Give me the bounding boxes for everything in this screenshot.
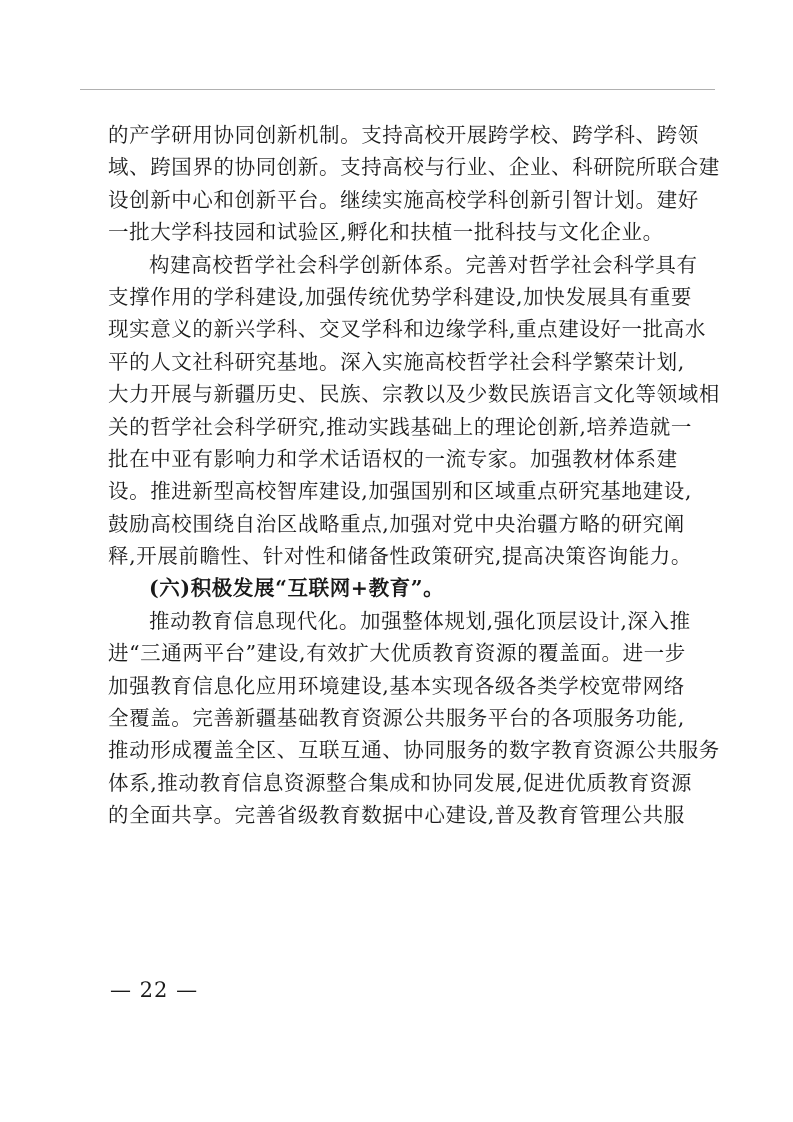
text-line: 关的哲学社会科学研究,推动实践基础上的理论创新,培养造就一 bbox=[108, 414, 692, 439]
text-line: 大力开展与新疆历史、民族、宗教以及少数民族语言文化等领域相 bbox=[108, 382, 720, 407]
paragraph bbox=[108, 249, 720, 573]
text-line: 的全面共享。完善省级教育数据中心建设,普及教育管理公共服 bbox=[108, 803, 685, 828]
text-line: 构建高校哲学社会科学创新体系。完善对哲学社会科学具有 bbox=[149, 252, 698, 277]
text-line: 平的人文社科研究基地。深入实施高校哲学社会科学繁荣计划, bbox=[108, 349, 685, 374]
text-line: 全覆盖。完善新疆基础教育资源公共服务平台的各项服务功能, bbox=[108, 706, 685, 731]
text-line: 推动教育信息现代化。加强整体规划,强化顶层设计,深入推 bbox=[149, 608, 691, 633]
text-line: 设。推进新型高校智库建设,加强国别和区域重点研究基地建设, bbox=[108, 479, 692, 504]
text-line: (六)积极发展“互联网+教育”。 bbox=[149, 576, 445, 601]
document-body bbox=[108, 119, 720, 832]
text-line: 加强教育信息化应用环境建设,基本实现各级各类学校宽带网络 bbox=[108, 673, 685, 698]
text-line: 设创新中心和创新平台。继续实施高校学科创新引智计划。建好 bbox=[108, 187, 699, 212]
header-rule bbox=[80, 89, 715, 90]
text-line: 推动形成覆盖全区、互联互通、协同服务的数字教育资源公共服务 bbox=[108, 738, 720, 763]
text-line: 一批大学科技园和试验区,孵化和扶植一批科技与文化企业。 bbox=[108, 220, 664, 245]
text-line: 释,开展前瞻性、针对性和储备性政策研究,提高决策咨询能力。 bbox=[108, 544, 692, 569]
paragraph bbox=[108, 119, 720, 249]
text-line: 批在中亚有影响力和学术话语权的一流专家。加强教材体系建 bbox=[108, 446, 678, 471]
section-heading bbox=[108, 572, 688, 604]
text-line: 域、跨国界的协同创新。支持高校与行业、企业、科研院所联合建 bbox=[108, 155, 720, 180]
text-line: 支撑作用的学科建设,加强传统优势学科建设,加快发展具有重要 bbox=[108, 284, 692, 309]
text-line: 现实意义的新兴学科、交叉学科和边缘学科,重点建设好一批高水 bbox=[108, 317, 706, 342]
page-number: — 22 — bbox=[110, 978, 199, 1002]
text-line: 鼓励高校围绕自治区战略重点,加强对党中央治疆方略的研究阐 bbox=[108, 511, 685, 536]
text-line: 体系,推动教育信息资源整合集成和协同发展,促进优质教育资源 bbox=[108, 770, 692, 795]
text-line: 的产学研用协同创新机制。支持高校开展跨学校、跨学科、跨领 bbox=[108, 123, 699, 147]
text-line: 进“三通两平台”建设,有效扩大优质教育资源的覆盖面。进一步 bbox=[108, 641, 686, 666]
paragraph bbox=[108, 605, 720, 832]
